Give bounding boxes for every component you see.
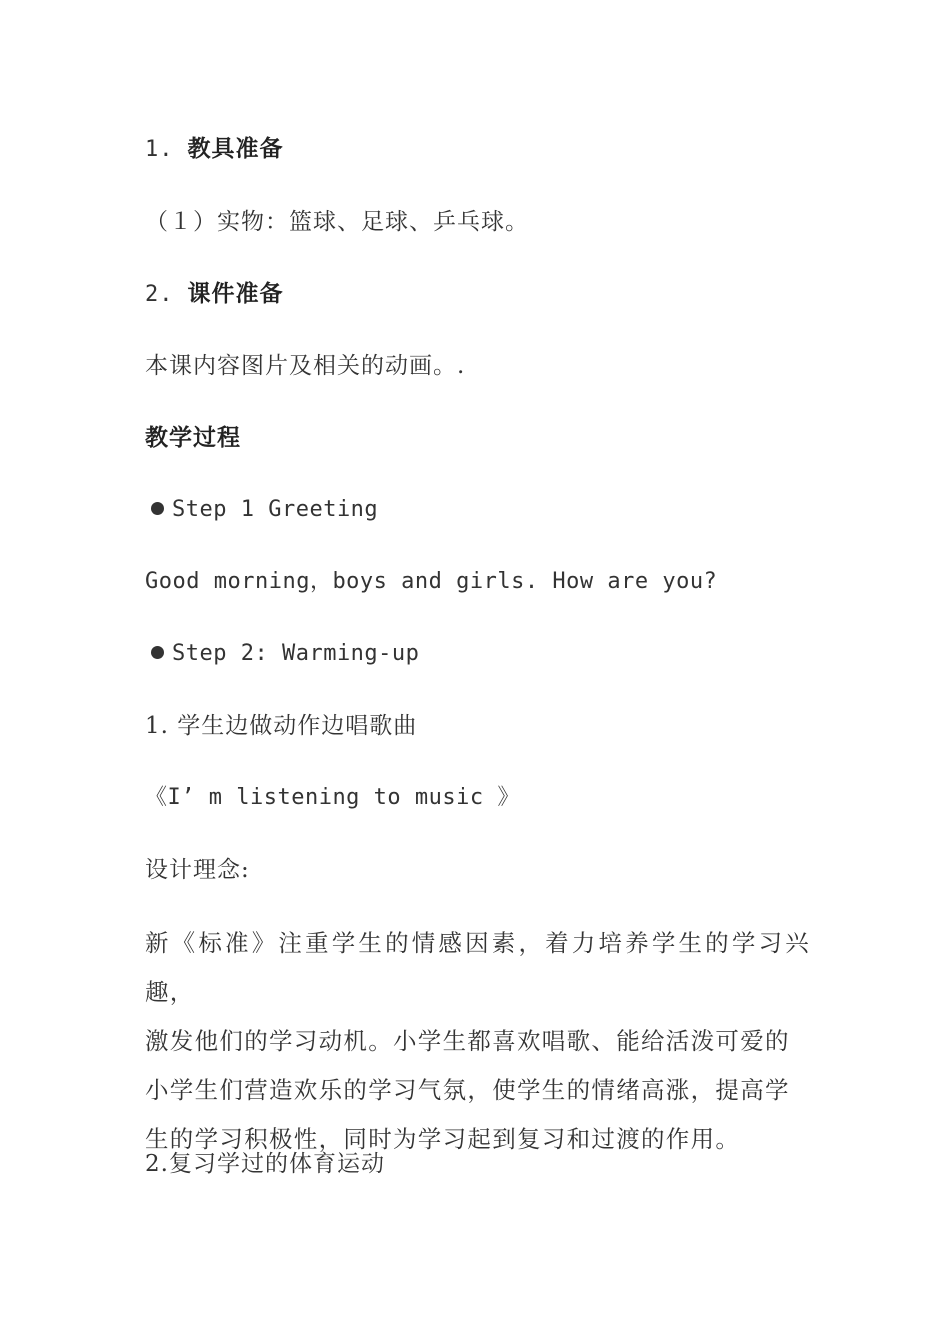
bullet-icon	[151, 502, 164, 515]
step2-label: Step 2: Warming-up	[172, 641, 420, 666]
teaching-process-heading: 教学过程	[145, 424, 241, 451]
heading-number: 1.	[145, 137, 174, 162]
courseware-text: 本课内容图片及相关的动画。.	[145, 353, 466, 379]
heading-title: 课件准备	[187, 280, 284, 307]
step1-line	[145, 495, 378, 525]
heading-number: 2.	[145, 282, 174, 307]
greeting-text: Good morning，boys and girls. How are you?	[145, 569, 718, 594]
real-objects-item: （１）实物：篮球、足球、乒乓球。	[145, 209, 529, 235]
step2-line	[145, 639, 419, 669]
paragraph-line: 生的学习积极性，同时为学习起到复习和过渡的作用。	[145, 1125, 741, 1153]
paragraph-line: 激发他们的学习动机。小学生都喜欢唱歌、能给活泼可爱的	[145, 1027, 790, 1055]
heading-courseware	[145, 279, 284, 310]
design-concept-paragraph	[145, 919, 810, 1164]
activity2-text: 2.复习学过的体育运动	[145, 1151, 385, 1177]
bullet-icon	[151, 646, 164, 659]
heading-title: 教具准备	[187, 135, 284, 162]
song-title: 《I’ m listening to music 》	[145, 785, 520, 810]
step1-label: Step 1 Greeting	[172, 497, 379, 522]
heading-teaching-aids	[145, 134, 284, 165]
activity1-text: 1. 学生边做动作边唱歌曲	[145, 713, 418, 739]
paragraph-line: 新《标准》注重学生的情感因素，着力培养学生的学习兴趣，	[145, 929, 810, 1006]
paragraph-line: 小学生们营造欢乐的学习气氛，使学生的情绪高涨，提高学	[145, 1076, 790, 1104]
design-concept-label: 设计理念:	[145, 857, 250, 883]
